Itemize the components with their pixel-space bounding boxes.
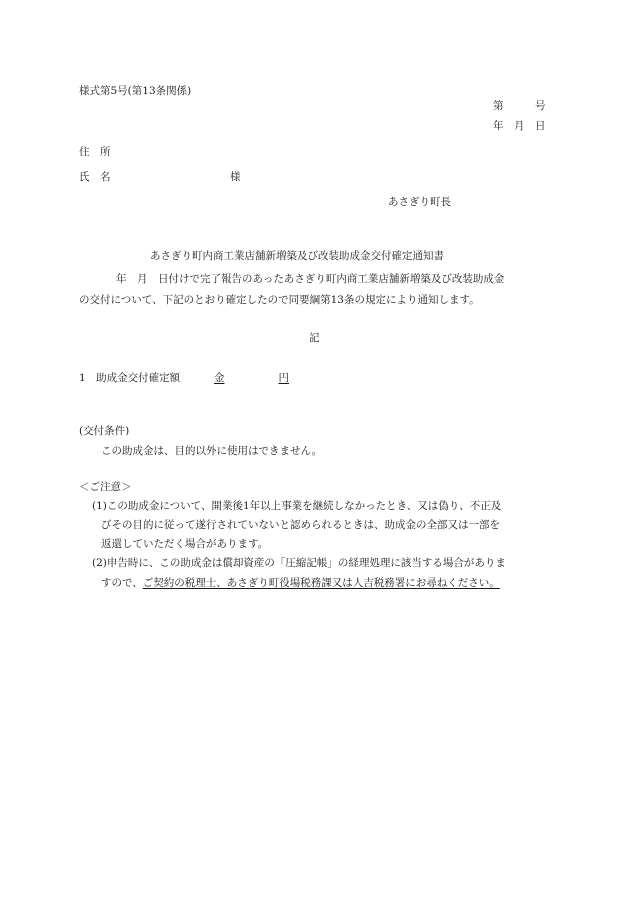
- ki-mark: 記: [309, 332, 320, 344]
- body-line-2: の交付について、下記のとおり確定したので同要綱第13条の規定により通知します。: [79, 294, 480, 306]
- name-label: 氏 名: [79, 171, 111, 183]
- issuer: あさぎり町長: [388, 196, 451, 208]
- note-1-line-1: (1)この助成金について、開業後1年以上事業を継続しなかったとき、又は偽り、不正及: [92, 500, 502, 512]
- item-1-label: 1 助成金交付確定額: [79, 372, 181, 384]
- note-1-line-3: 返還していただく場合があります。: [101, 538, 269, 550]
- body-line-1: 年 月 日付けで完了報告のあったあさぎり町内商工業店舗新増築及び改装助成金: [116, 273, 505, 285]
- document-number-line: 第 号: [493, 100, 546, 112]
- amount-field: [214, 371, 294, 385]
- honorific: 様: [230, 171, 241, 183]
- note-2-line-1: (2)申告時に、この助成金は償却資産の「圧縮記帳」の経理処理に該当する場合がありま: [92, 557, 506, 569]
- note-2-line-2: [101, 576, 500, 590]
- document-title: あさぎり町内商工業店舗新増築及び改装助成金交付確定通知書: [150, 250, 444, 262]
- conditions-heading: (交付条件): [79, 425, 130, 437]
- note-1-line-2: びその目的に従って遂行されていないと認められるときは、助成金の全部又は一部を: [101, 519, 500, 531]
- note-2-contact-guidance: ご契約の税理士、あさぎり町役場税務課又は人吉税務署にお尋ねください。: [142, 577, 500, 589]
- note-2-line-2-text: すので、: [101, 577, 143, 589]
- notes-heading: ＜ご注意＞: [79, 481, 132, 493]
- amount-prefix: 金: [214, 372, 225, 384]
- conditions-text: この助成金は、目的以外に使用はできません。: [101, 445, 323, 457]
- date-line: 年 月 日: [493, 120, 546, 132]
- address-label: 住 所: [79, 146, 111, 158]
- amount-suffix: 円: [278, 372, 289, 384]
- form-label: 様式第5号(第13条関係): [79, 85, 192, 97]
